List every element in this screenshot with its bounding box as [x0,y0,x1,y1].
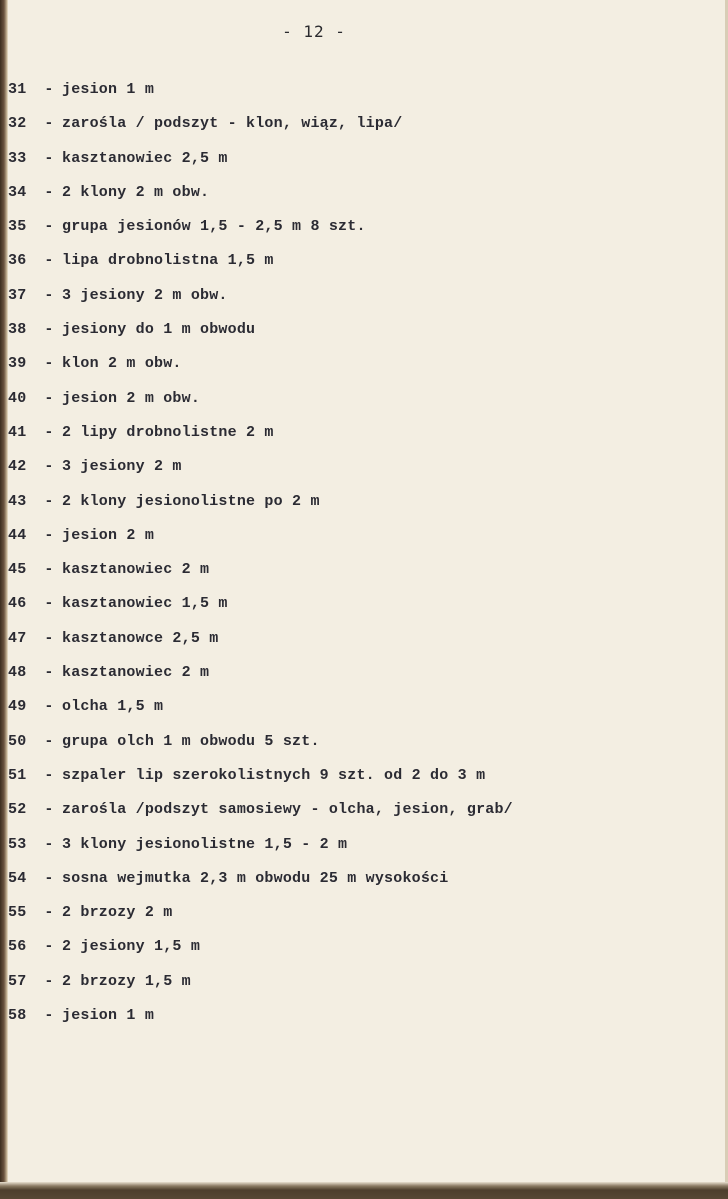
entry-separator: - [44,526,54,544]
entry-separator: - [44,698,54,716]
entry-separator: - [44,115,54,133]
entry-separator: - [44,835,54,853]
entry-number: 36 [8,252,27,270]
entry-separator: - [44,938,54,956]
entry-number: 48 [8,664,27,682]
list-item [8,972,708,1006]
list-item [8,663,708,697]
entry-text: zarośla / podszyt - klon, wiąz, lipa/ [62,115,403,133]
entry-separator: - [44,664,54,682]
entry-number: 32 [8,115,27,133]
entry-number: 39 [8,355,27,373]
list-item [8,903,708,937]
list-item [8,217,708,251]
entry-separator: - [44,732,54,750]
list-item [8,937,708,971]
entry-text: jesion 1 m [62,81,155,98]
entry-text: kasztanowiec 2,5 m [62,149,228,167]
entry-number: 42 [8,458,27,476]
entry-text: kasztanowce 2,5 m [62,629,219,647]
list-item [8,560,708,594]
entry-number: 57 [8,972,27,990]
entry-number: 54 [8,869,27,887]
entry-separator: - [44,423,54,441]
entry-separator: - [44,321,54,339]
entry-separator: - [44,252,54,270]
list-item [8,320,708,354]
list-item [8,1006,708,1040]
entry-number: 31 [8,81,27,98]
entry-text: grupa olch 1 m obwodu 5 szt. [62,732,320,750]
list-item [8,835,708,869]
entry-separator: - [44,355,54,373]
entry-number: 52 [8,801,27,819]
tree-inventory-list [8,80,708,1040]
entry-text: szpaler lip szerokolistnych 9 szt. od 2 do 3 m [62,766,486,784]
list-item [8,732,708,766]
list-item [8,492,708,526]
entry-text: 2 klony 2 m obw. [62,183,210,201]
entry-text: grupa jesionów 1,5 - 2,5 m 8 szt. [62,218,366,236]
page-number: - 12 - [282,22,346,41]
list-item [8,594,708,628]
entry-number: 45 [8,561,27,579]
entry-separator: - [44,458,54,476]
entry-separator: - [44,801,54,819]
entry-number: 44 [8,526,27,544]
entry-separator: - [44,869,54,887]
list-item [8,183,708,217]
entry-separator: - [44,492,54,510]
entry-number: 41 [8,423,27,441]
entry-text: sosna wejmutka 2,3 m obwodu 25 m wysokości [62,869,449,887]
list-item [8,629,708,663]
entry-separator: - [44,183,54,201]
entry-text: 2 brzozy 1,5 m [62,972,191,990]
entry-text: jesion 2 m [62,526,155,544]
list-item [8,697,708,731]
entry-text: jesion 1 m [62,1007,155,1025]
entry-text: zarośla /podszyt samosiewy - olcha, jesion, grab/ [62,801,513,819]
entry-number: 58 [8,1007,27,1025]
list-item [8,286,708,320]
entry-separator: - [44,218,54,236]
entry-text: 2 lipy drobnolistne 2 m [62,423,274,441]
entry-separator: - [44,595,54,613]
entry-number: 37 [8,286,27,304]
entry-number: 53 [8,835,27,853]
entry-number: 40 [8,389,27,407]
page-bottom-edge [0,1182,728,1199]
entry-number: 50 [8,732,27,750]
entry-text: jesion 2 m obw. [62,389,201,407]
list-item [8,869,708,903]
list-item [8,251,708,285]
entry-separator: - [44,972,54,990]
list-item [8,457,708,491]
entry-separator: - [44,286,54,304]
list-item [8,800,708,834]
list-item [8,423,708,457]
entry-text: jesiony do 1 m obwodu [62,321,256,339]
entry-separator: - [44,629,54,647]
entry-text: kasztanowiec 2 m [62,664,210,682]
entry-text: klon 2 m obw. [62,355,182,373]
entry-separator: - [44,904,54,922]
list-item [8,80,708,114]
page-binding-edge [0,0,8,1199]
entry-separator: - [44,149,54,167]
entry-separator: - [44,389,54,407]
entry-text: olcha 1,5 m [62,698,164,716]
entry-text: 3 jesiony 2 m obw. [62,286,228,304]
entry-number: 49 [8,698,27,716]
list-item [8,354,708,388]
entry-separator: - [44,81,54,98]
entry-number: 56 [8,938,27,956]
entry-text: kasztanowiec 2 m [62,561,210,579]
entry-number: 51 [8,766,27,784]
entry-text: 3 jesiony 2 m [62,458,182,476]
list-item [8,766,708,800]
entry-text: lipa drobnolistna 1,5 m [62,252,274,270]
list-item [8,114,708,148]
entry-text: kasztanowiec 1,5 m [62,595,228,613]
entry-text: 3 klony jesionolistne 1,5 - 2 m [62,835,348,853]
entry-number: 34 [8,183,27,201]
entry-separator: - [44,766,54,784]
entry-text: 2 brzozy 2 m [62,904,173,922]
entry-number: 46 [8,595,27,613]
entry-number: 47 [8,629,27,647]
list-item [8,526,708,560]
list-item [8,149,708,183]
entry-number: 33 [8,149,27,167]
entry-separator: - [44,1007,54,1025]
list-item [8,389,708,423]
entry-number: 43 [8,492,27,510]
entry-number: 55 [8,904,27,922]
entry-number: 35 [8,218,27,236]
entry-separator: - [44,561,54,579]
entry-number: 38 [8,321,27,339]
entry-text: 2 klony jesionolistne po 2 m [62,492,320,510]
entry-text: 2 jesiony 1,5 m [62,938,201,956]
